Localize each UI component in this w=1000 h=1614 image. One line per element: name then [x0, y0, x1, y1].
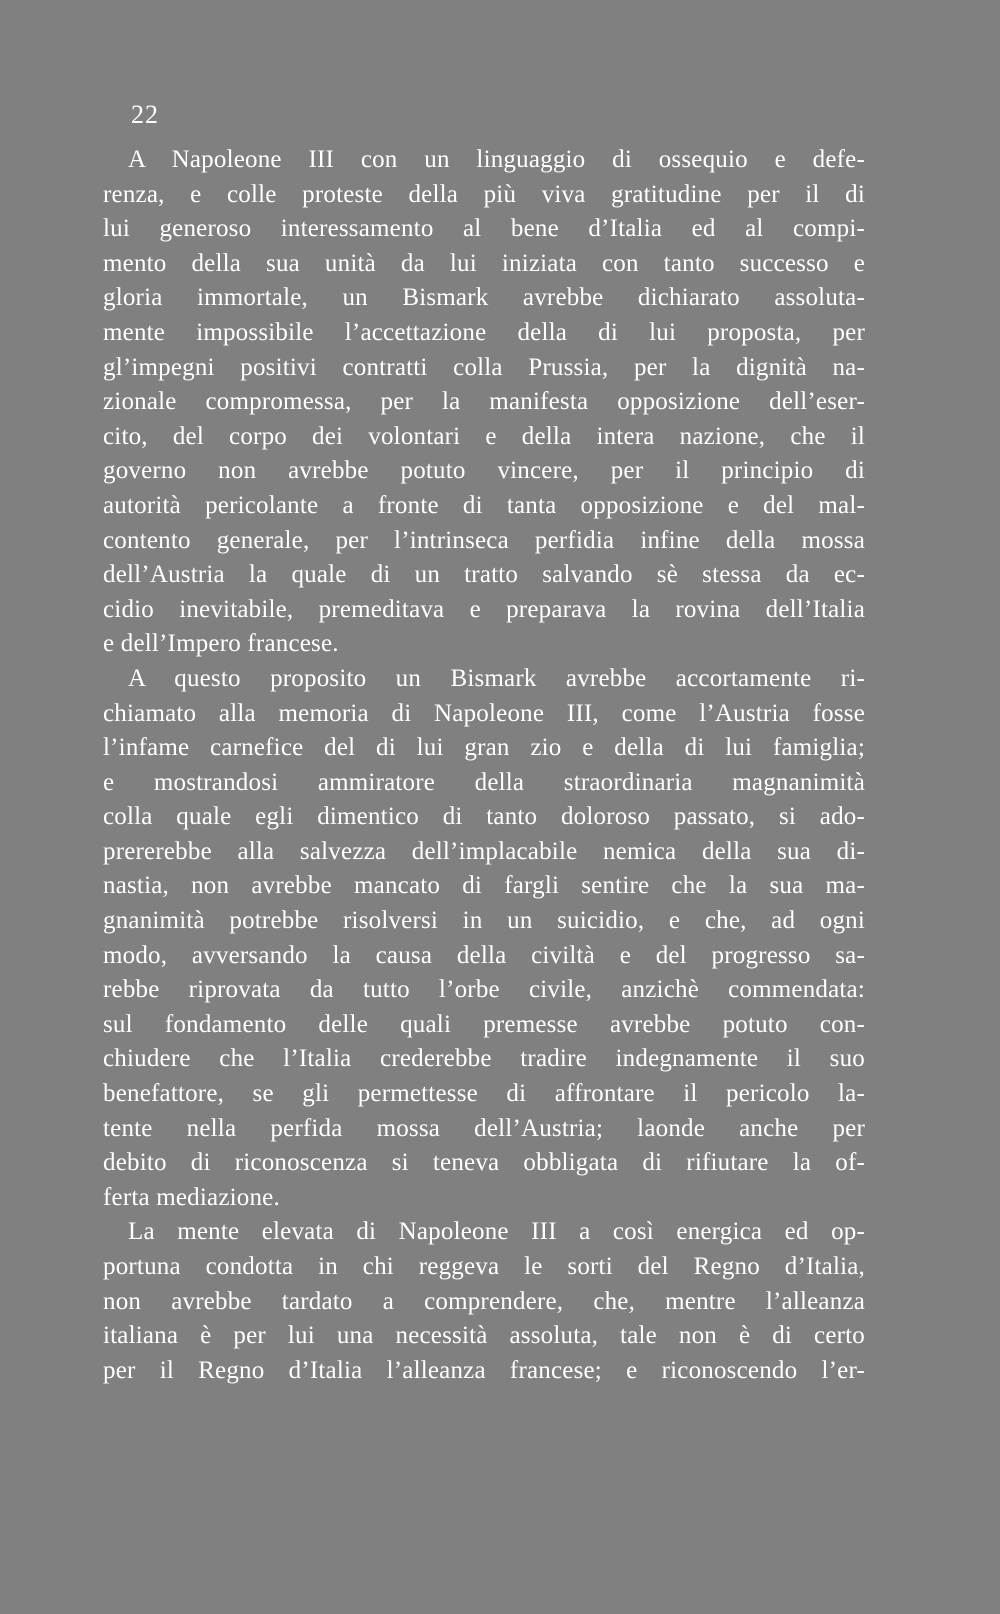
- text-line: governo non avrebbe potuto vincere, per il principio di: [103, 457, 865, 485]
- text-line: lui generoso interessamento al bene d’Italia ed al compi-: [103, 215, 865, 243]
- text-line: tente nella perfida mossa dell’Austria; laonde anche per: [103, 1114, 865, 1142]
- text-line: autorità pericolante a fronte di tanta opposizione e del mal-: [103, 491, 865, 519]
- text-line: per il Regno d’Italia l’alleanza francese; e riconoscendo l’er-: [103, 1356, 865, 1384]
- text-line: benefattore, se gli permettesse di affrontare il pericolo la-: [103, 1080, 865, 1108]
- text-line: nastia, non avrebbe mancato di fargli sentire che la sua ma-: [103, 872, 865, 900]
- text-line: mente impossibile l’accettazione della di lui proposta, per: [103, 318, 865, 346]
- text-line: renza, e colle proteste della più viva gratitudine per il di: [103, 180, 865, 208]
- text-line: gnanimità potrebbe risolversi in un suicidio, e che, ad ogni: [103, 907, 865, 935]
- text-line: cidio inevitabile, premeditava e preparava la rovina dell’Italia: [103, 595, 865, 623]
- text-line: A questo proposito un Bismark avrebbe accortamente ri-: [128, 664, 865, 692]
- body-text: [103, 143, 865, 1388]
- text-line: prererebbe alla salvezza dell’implacabile nemica della sua di-: [103, 837, 865, 865]
- page-number: 22: [131, 100, 159, 129]
- text-line: cito, del corpo dei volontari e della intera nazione, che il: [103, 422, 865, 450]
- text-line: dell’Austria la quale di un tratto salvando sè stessa da ec-: [103, 561, 865, 589]
- text-line: non avrebbe tardato a comprendere, che, mentre l’alleanza: [103, 1287, 865, 1315]
- text-line: e dell’Impero francese.: [103, 630, 339, 658]
- text-line: colla quale egli dimentico di tanto doloroso passato, si ado-: [103, 803, 865, 831]
- text-line: mento della sua unità da lui iniziata con tanto successo e: [103, 249, 865, 277]
- text-line: zionale compromessa, per la manifesta opposizione dell’eser-: [103, 388, 865, 416]
- text-line: chiudere che l’Italia crederebbe tradire indegnamente il suo: [103, 1045, 865, 1073]
- text-line: ferta mediazione.: [103, 1183, 280, 1211]
- text-line: rebbe riprovata da tutto l’orbe civile, anzichè commendata:: [103, 976, 865, 1004]
- text-line: A Napoleone III con un linguaggio di ossequio e defe-: [128, 146, 865, 173]
- text-line: e mostrandosi ammiratore della straordinaria magnanimità: [103, 768, 865, 796]
- text-line: La mente elevata di Napoleone III a così energica ed op-: [128, 1218, 865, 1246]
- text-line: italiana è per lui una necessità assoluta, tale non è di certo: [103, 1322, 865, 1350]
- text-line: sul fondamento delle quali premesse avrebbe potuto con-: [103, 1010, 865, 1038]
- text-line: contento generale, per l’intrinseca perfidia infine della mossa: [103, 526, 865, 554]
- text-line: l’infame carnefice del di lui gran zio e della di lui famiglia;: [103, 734, 865, 762]
- text-line: debito di riconoscenza si teneva obbligata di rifiutare la of-: [103, 1149, 865, 1177]
- text-line: portuna condotta in chi reggeva le sorti del Regno d’Italia,: [103, 1253, 865, 1280]
- text-line: chiamato alla memoria di Napoleone III, come l’Austria fosse: [103, 699, 865, 727]
- text-line: modo, avversando la causa della civiltà e del progresso sa-: [103, 941, 865, 969]
- text-line: gl’impegni positivi contratti colla Prussia, per la dignità na-: [103, 353, 865, 381]
- text-line: gloria immortale, un Bismark avrebbe dichiarato assoluta-: [103, 284, 865, 312]
